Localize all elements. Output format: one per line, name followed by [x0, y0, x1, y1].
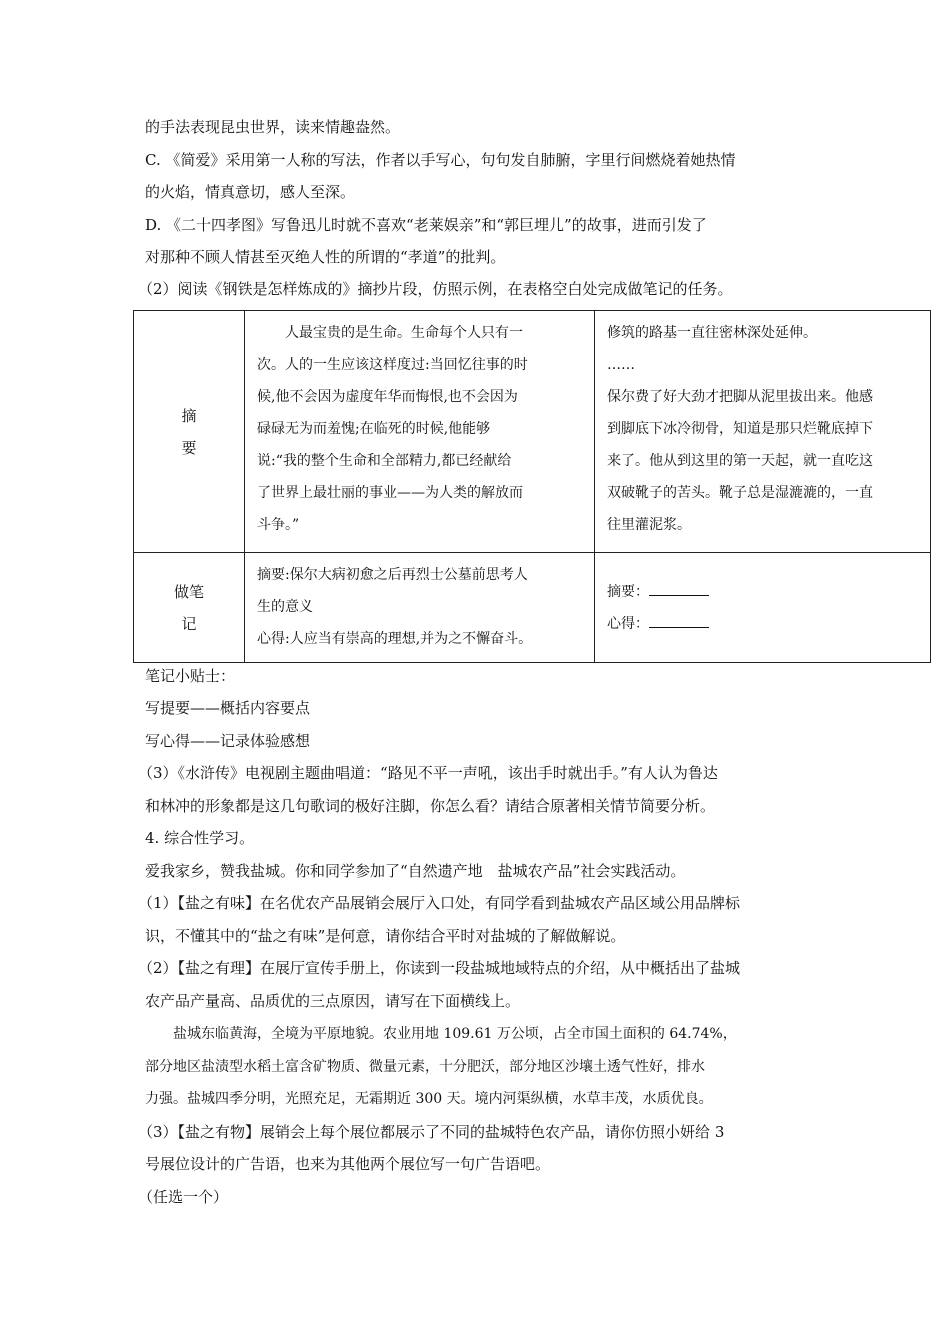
text-line: 识，不懂其中的“盐之有味”是何意，请你结合平时对盐城的了解做解说。: [145, 927, 626, 945]
table-row: [134, 311, 931, 553]
text-line: 号展位设计的广告语，也来为其他两个展位写一句广告语吧。: [145, 1155, 551, 1173]
text-line: 农产品产量高、品质优的三点原因，请写在下面横线上。: [145, 992, 521, 1010]
text-line: 的手法表现昆虫世界，读来情趣盎然。: [145, 118, 401, 136]
label-zuobiji: 做笔 记: [134, 553, 245, 663]
text-line: 4. 综合性学习。: [145, 829, 255, 847]
text-line: 对那种不顾人情甚至灭绝人性的所谓的“孝道”的批判。: [145, 248, 506, 266]
excerpt-1: 人最宝贵的是生命。生命每个人只有一 次。人的一生应该这样度过:当回忆往事的时 候,他不会因为虚度年华而悔恨,也不会因为 碌碌无为而羞愧;在临死的时候,他能够 说:“我的整个生命和全部精力,都已经献给 了世界上最壮丽的事业——为人类的解放而 斗争。”: [245, 311, 595, 553]
xinde-label: 心得：: [607, 615, 649, 632]
label-zhaiyao: 摘 要: [134, 311, 245, 553]
zhaiyao-blank[interactable]: [649, 581, 709, 596]
text-line: 力强。盐城四季分明，光照充足，无霜期近 300 天。境内河渠纵横，水草丰茂，水质优良。: [145, 1091, 713, 1107]
text-line: 和林冲的形象都是这几句歌词的极好注脚，你怎么看？请结合原著相关情节简要分析。: [145, 797, 716, 815]
text-line: （3）《水浒传》电视剧主题曲唱道：“路见不平一声吼，该出手时就出手。”有人认为鲁达: [138, 764, 718, 782]
text-line: 写提要——概括内容要点: [145, 699, 311, 717]
text-line: （2）【盐之有理】在展厅宣传手册上，你读到一段盐城地域特点的介绍，从中概括出了盐城: [138, 959, 741, 977]
table-row: [134, 553, 931, 663]
text-line: 写心得——记录体验感想: [145, 732, 311, 750]
text-line: （任选一个）: [138, 1188, 229, 1206]
note-answer: [595, 553, 931, 663]
text-line: 笔记小贴士：: [145, 667, 236, 685]
text-line: 爱我家乡，赞我盐城。你和同学参加了“自然遗产地 盐城农产品”社会实践活动。: [145, 862, 686, 880]
text-line: （2）阅读《钢铁是怎样炼成的》摘抄片段，仿照示例，在表格空白处完成做笔记的任务。: [138, 280, 733, 298]
text-line: （1）【盐之有味】在名优农产品展销会展厅入口处，有同学看到盐城农产品区域公用品牌标: [138, 894, 741, 912]
excerpt-2: 修筑的路基一直往密林深处延伸。 …… 保尔费了好大劲才把脚从泥里拔出来。他感 到脚底下冰冷彻骨，知道是那只烂靴底掉下 来了。他从到这里的第一天起，就一直吃这 双破靴子的苦头。靴子总是湿漉漉的，一直 往里灌泥浆。: [595, 311, 931, 553]
text-line: 部分地区盐渍型水稻土富含矿物质、微量元素，十分肥沃，部分地区沙壤土透气性好，排水: [145, 1059, 705, 1075]
zhaiyao-label: 摘要：: [607, 583, 649, 600]
text-line: D. 《二十四孝图》写鲁迅儿时就不喜欢“老莱娱亲”和“郭巨埋儿”的故事，进而引发了: [145, 216, 707, 234]
text-line: C. 《简爱》采用第一人称的写法，作者以手写心，句句发自肺腑，字里行间燃烧着她热情: [145, 151, 736, 169]
note-example: 摘要:保尔大病初愈之后再烈士公墓前思考人 生的意义 心得:人应当有崇高的理想,并为之不懈奋斗。: [245, 553, 595, 663]
text-line: 的火焰，情真意切，感人至深。: [145, 183, 356, 201]
text-line: （3）【盐之有物】展销会上每个展位都展示了不同的盐城特色农产品，请你仿照小妍给 3: [138, 1123, 725, 1141]
notes-table: [133, 310, 931, 663]
xinde-blank[interactable]: [649, 613, 709, 628]
text-line: 盐城东临黄海，全境为平原地貌。农业用地 109.61 万公顷，占全市国土面积的 64.74%，: [145, 1026, 737, 1042]
